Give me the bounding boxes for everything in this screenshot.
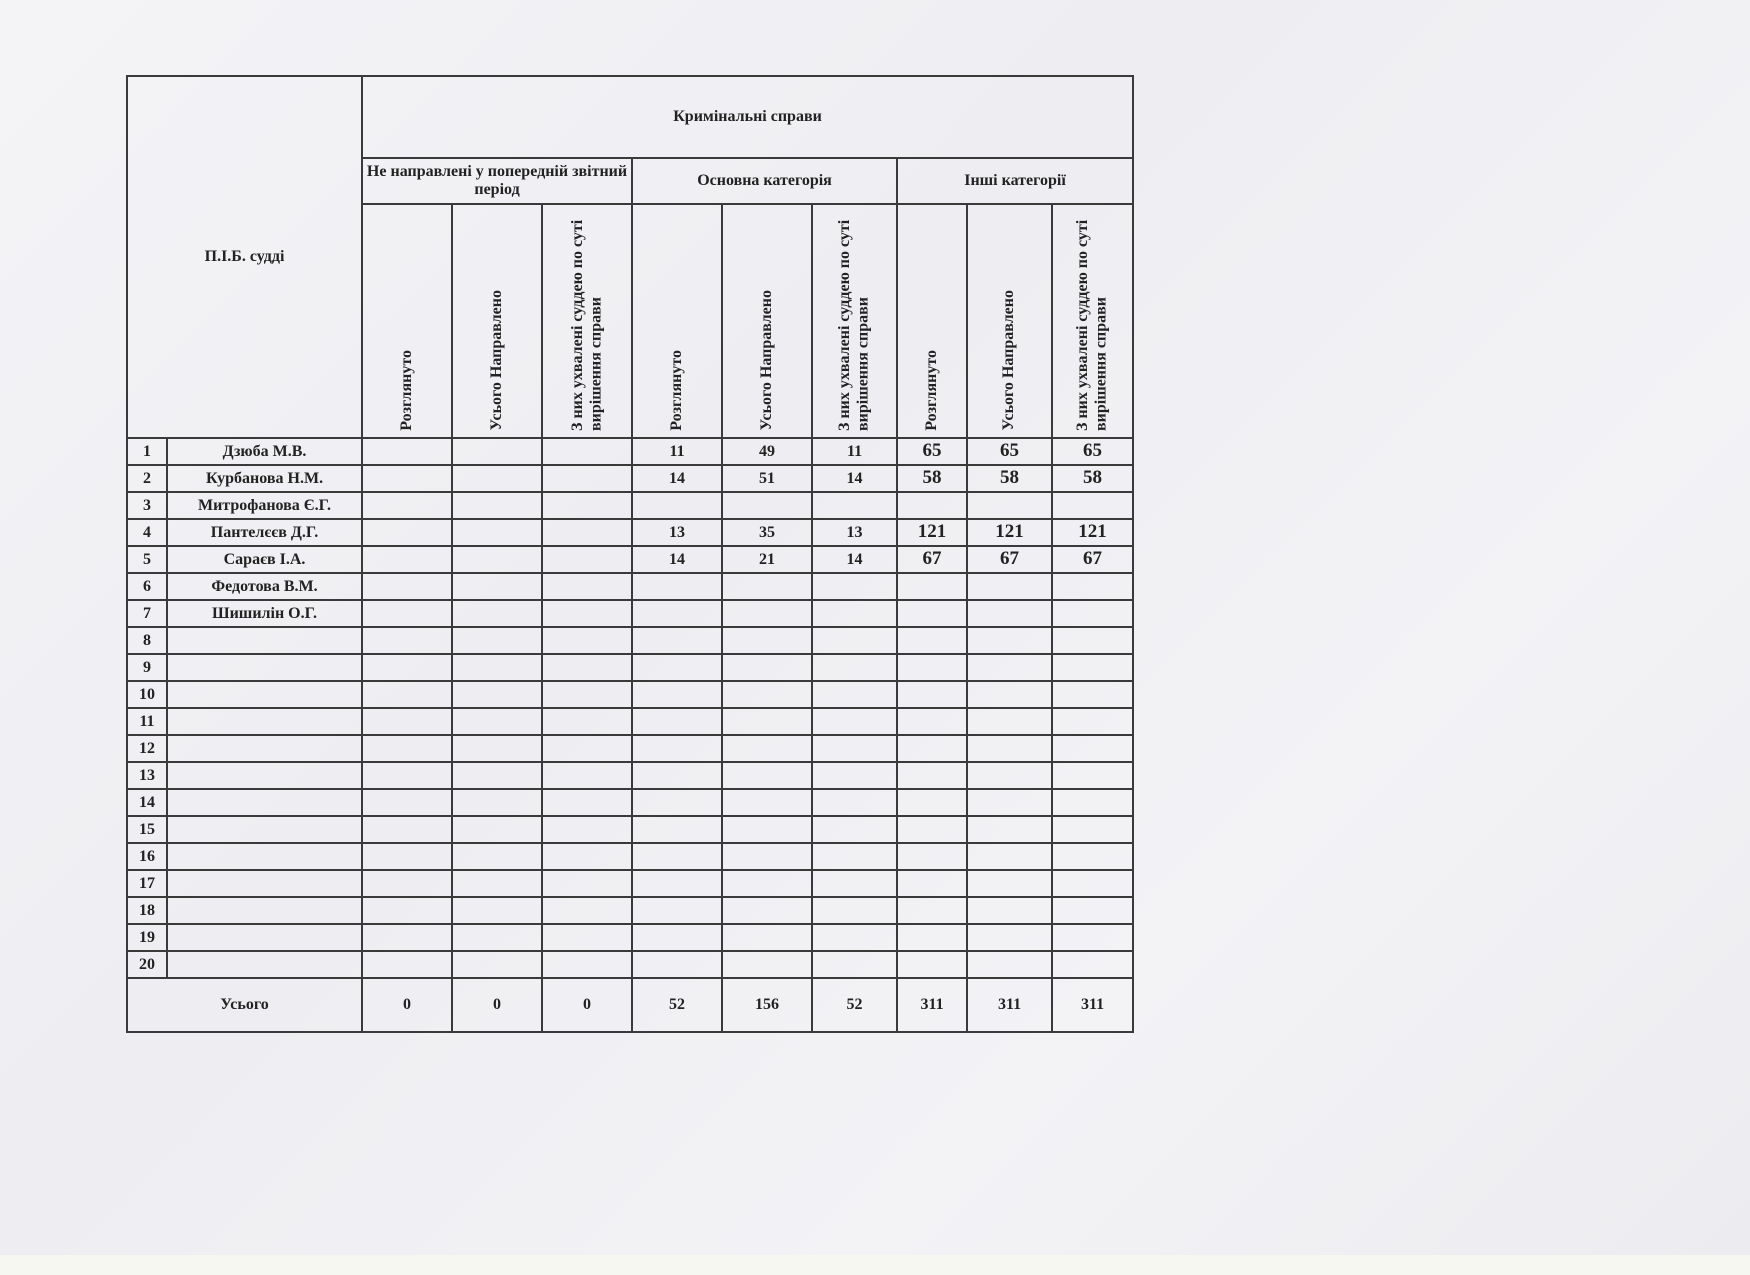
table-cell (542, 924, 632, 951)
table-cell (1052, 924, 1133, 951)
table-cell (1052, 951, 1133, 978)
row-number: 14 (127, 789, 167, 816)
table-cell (812, 870, 897, 897)
table-cell (722, 816, 812, 843)
total-row (127, 978, 1133, 1032)
table-cell (812, 573, 897, 600)
table-cell (722, 924, 812, 951)
table-cell (897, 681, 967, 708)
column-header (967, 204, 1052, 438)
table-cell (967, 735, 1052, 762)
table-cell (362, 897, 452, 924)
table-cell (812, 600, 897, 627)
table-cell (452, 924, 542, 951)
table-cell (897, 735, 967, 762)
page-edge (0, 1255, 1750, 1275)
judge-name-cell: Митрофанова Є.Г. (167, 492, 362, 519)
table-row (127, 600, 1133, 627)
table-row (127, 681, 1133, 708)
table-cell (812, 654, 897, 681)
judge-name-cell: Сараєв І.А. (167, 546, 362, 573)
table-cell: 121 (897, 519, 967, 546)
table-row (127, 465, 1133, 492)
table-cell (362, 735, 452, 762)
table-cell (632, 924, 722, 951)
judge-name-header: П.І.Б. судді (127, 76, 362, 438)
table-cell (812, 627, 897, 654)
table-cell (362, 573, 452, 600)
table-cell (812, 816, 897, 843)
table-row (127, 816, 1133, 843)
table-cell (967, 654, 1052, 681)
table-row (127, 708, 1133, 735)
table-cell (452, 708, 542, 735)
table-cell (722, 735, 812, 762)
table-cell: 58 (967, 465, 1052, 492)
column-header-label: Розглянуто (922, 350, 940, 431)
table-cell (362, 627, 452, 654)
table-cell (452, 897, 542, 924)
table-cell: 65 (1052, 438, 1133, 465)
total-cell: 311 (1052, 978, 1133, 1032)
table-cell (542, 870, 632, 897)
criminal-cases-header: Кримінальні справи (362, 76, 1133, 158)
table-cell (1052, 735, 1133, 762)
total-cell: 52 (632, 978, 722, 1032)
group-header-other-categories: Інші категорії (897, 158, 1133, 204)
column-header (897, 204, 967, 438)
column-header-label: З них ухвалені суддею по суті вирішення справи (1074, 219, 1110, 431)
table-cell (1052, 762, 1133, 789)
judge-name-cell (167, 843, 362, 870)
row-number: 5 (127, 546, 167, 573)
table-cell (632, 843, 722, 870)
table-cell: 49 (722, 438, 812, 465)
table-cell (812, 735, 897, 762)
table-cell (1052, 600, 1133, 627)
table-cell (362, 708, 452, 735)
table-cell (967, 816, 1052, 843)
table-cell (722, 492, 812, 519)
table-cell: 13 (812, 519, 897, 546)
table-cell (812, 897, 897, 924)
column-header-label: З них ухвалені суддею по суті вирішення справи (568, 219, 605, 431)
table-cell (632, 762, 722, 789)
table-cell (897, 627, 967, 654)
group-header-main-category: Основна категорія (632, 158, 897, 204)
table-cell (452, 762, 542, 789)
table-cell: 67 (967, 546, 1052, 573)
table-cell (897, 924, 967, 951)
table-cell (967, 762, 1052, 789)
table-cell (542, 438, 632, 465)
table-cell (1052, 843, 1133, 870)
judge-name-cell (167, 951, 362, 978)
table-cell (542, 816, 632, 843)
table-cell (1052, 708, 1133, 735)
table-cell (362, 843, 452, 870)
row-number: 9 (127, 654, 167, 681)
row-number: 15 (127, 816, 167, 843)
table-cell (452, 681, 542, 708)
table-cell: 14 (632, 546, 722, 573)
table-cell (897, 843, 967, 870)
table-cell (722, 789, 812, 816)
total-cell: 0 (452, 978, 542, 1032)
table-cell (362, 870, 452, 897)
row-number: 13 (127, 762, 167, 789)
judge-name-cell: Дзюба М.В. (167, 438, 362, 465)
table-cell (452, 843, 542, 870)
table-cell (542, 843, 632, 870)
table-cell (1052, 492, 1133, 519)
row-number: 7 (127, 600, 167, 627)
table-cell (967, 897, 1052, 924)
table-cell (722, 681, 812, 708)
row-number: 8 (127, 627, 167, 654)
table-cell (362, 546, 452, 573)
table-cell (722, 573, 812, 600)
table-cell: 65 (967, 438, 1052, 465)
table-cell (452, 627, 542, 654)
judge-name-cell (167, 897, 362, 924)
table-cell (542, 519, 632, 546)
table-cell (812, 762, 897, 789)
table-cell (722, 762, 812, 789)
table-cell (967, 492, 1052, 519)
row-number: 17 (127, 870, 167, 897)
column-header (362, 204, 452, 438)
table-cell (362, 924, 452, 951)
table-cell (452, 951, 542, 978)
table-cell (452, 573, 542, 600)
table-cell (542, 762, 632, 789)
table-cell (1052, 654, 1133, 681)
total-cell: 311 (967, 978, 1052, 1032)
table-cell (967, 951, 1052, 978)
judge-name-cell: Федотова В.М. (167, 573, 362, 600)
table-row (127, 951, 1133, 978)
column-header (812, 204, 897, 438)
table-cell (897, 573, 967, 600)
table-cell (897, 789, 967, 816)
table-cell (452, 816, 542, 843)
judge-name-cell (167, 708, 362, 735)
table-cell (632, 573, 722, 600)
total-cell: 311 (897, 978, 967, 1032)
row-number: 16 (127, 843, 167, 870)
table-cell (897, 897, 967, 924)
column-header-label: З них ухвалені суддею по суті вирішення справи (836, 219, 872, 431)
table-row (127, 519, 1133, 546)
table-cell (632, 627, 722, 654)
table-cell (632, 600, 722, 627)
table-cell: 67 (897, 546, 967, 573)
total-cell: 156 (722, 978, 812, 1032)
table-cell (812, 789, 897, 816)
table-cell (542, 708, 632, 735)
table-row (127, 897, 1133, 924)
table-cell (632, 654, 722, 681)
judge-name-cell (167, 627, 362, 654)
table-cell: 58 (1052, 465, 1133, 492)
table-row (127, 924, 1133, 951)
row-number: 4 (127, 519, 167, 546)
column-header (722, 204, 812, 438)
table-cell (967, 924, 1052, 951)
column-header-label: Розглянуто (667, 350, 685, 431)
table-cell (632, 870, 722, 897)
table-row (127, 573, 1133, 600)
judge-name-cell (167, 924, 362, 951)
table-cell (542, 600, 632, 627)
table-cell (542, 897, 632, 924)
table-cell (542, 627, 632, 654)
table-cell (897, 870, 967, 897)
table-cell (362, 519, 452, 546)
judge-name-cell (167, 681, 362, 708)
column-header (452, 204, 542, 438)
table-cell (542, 735, 632, 762)
total-label: Усього (127, 978, 362, 1032)
column-header-label: Розглянуто (397, 350, 415, 431)
row-number: 19 (127, 924, 167, 951)
table-cell (967, 870, 1052, 897)
row-number: 6 (127, 573, 167, 600)
table-cell: 13 (632, 519, 722, 546)
column-header (542, 204, 632, 438)
table-cell (722, 627, 812, 654)
table-cell (722, 951, 812, 978)
table-cell (362, 816, 452, 843)
table-cell (452, 654, 542, 681)
column-header (632, 204, 722, 438)
table-cell (632, 816, 722, 843)
judge-name-cell (167, 735, 362, 762)
table-cell (1052, 573, 1133, 600)
table-cell: 58 (897, 465, 967, 492)
row-number: 18 (127, 897, 167, 924)
table-cell (452, 600, 542, 627)
table-cell (542, 573, 632, 600)
table-row (127, 627, 1133, 654)
table-cell (362, 465, 452, 492)
column-header-label: Усього Направлено (1000, 290, 1018, 431)
table-cell (1052, 816, 1133, 843)
table-cell (967, 681, 1052, 708)
total-cell: 0 (362, 978, 452, 1032)
table-cell (452, 546, 542, 573)
table-cell (362, 492, 452, 519)
table-cell (1052, 789, 1133, 816)
table-cell: 65 (897, 438, 967, 465)
total-cell: 0 (542, 978, 632, 1032)
table-cell (362, 951, 452, 978)
table-cell (897, 600, 967, 627)
table-cell (897, 708, 967, 735)
column-header-label: Усього Направлено (757, 290, 775, 431)
judge-name-cell (167, 816, 362, 843)
table-cell (362, 438, 452, 465)
table-cell (967, 627, 1052, 654)
table-cell (542, 546, 632, 573)
table-cell (897, 762, 967, 789)
row-number: 2 (127, 465, 167, 492)
table-cell (722, 600, 812, 627)
column-header-label: Усього Направлено (487, 290, 505, 431)
table-cell (452, 438, 542, 465)
table-cell: 11 (632, 438, 722, 465)
group-header-previous-period: Не направлені у попередній звітний період (362, 158, 632, 204)
table-cell (362, 762, 452, 789)
judge-name-cell (167, 789, 362, 816)
table-cell (897, 492, 967, 519)
judge-name-cell: Шишилін О.Г. (167, 600, 362, 627)
table-cell (812, 951, 897, 978)
table-cell (1052, 870, 1133, 897)
table-cell: 14 (632, 465, 722, 492)
table-cell (967, 789, 1052, 816)
table-cell (362, 654, 452, 681)
table-row (127, 546, 1133, 573)
table-cell (722, 897, 812, 924)
row-number: 1 (127, 438, 167, 465)
table-row (127, 654, 1133, 681)
judge-name-cell: Пантелєєв Д.Г. (167, 519, 362, 546)
table-cell (812, 924, 897, 951)
table-cell (542, 681, 632, 708)
table-cell: 121 (967, 519, 1052, 546)
row-number: 3 (127, 492, 167, 519)
table-cell (542, 654, 632, 681)
table-cell: 51 (722, 465, 812, 492)
judge-name-cell (167, 654, 362, 681)
judge-name-cell (167, 870, 362, 897)
table-cell (812, 708, 897, 735)
table-cell (452, 492, 542, 519)
table-cell (632, 708, 722, 735)
table-cell (542, 951, 632, 978)
table-cell (632, 789, 722, 816)
table-cell (362, 681, 452, 708)
table-cell (722, 870, 812, 897)
table-cell: 35 (722, 519, 812, 546)
table-row (127, 870, 1133, 897)
table-cell (897, 816, 967, 843)
row-number: 20 (127, 951, 167, 978)
table-cell (812, 492, 897, 519)
table-row (127, 438, 1133, 465)
table-cell: 21 (722, 546, 812, 573)
table-row (127, 492, 1133, 519)
table-cell (362, 789, 452, 816)
table-cell: 14 (812, 465, 897, 492)
table-cell (452, 789, 542, 816)
table-cell (452, 519, 542, 546)
judge-name-cell (167, 762, 362, 789)
table-cell: 14 (812, 546, 897, 573)
row-number: 12 (127, 735, 167, 762)
table-cell (812, 681, 897, 708)
table-cell (632, 681, 722, 708)
table-cell (967, 708, 1052, 735)
table-cell (967, 843, 1052, 870)
table-cell (632, 951, 722, 978)
table-cell (1052, 897, 1133, 924)
table-row (127, 735, 1133, 762)
table-row (127, 789, 1133, 816)
table-cell (632, 735, 722, 762)
table-cell (452, 735, 542, 762)
row-number: 10 (127, 681, 167, 708)
criminal-cases-table (126, 75, 1134, 1033)
table-row (127, 762, 1133, 789)
table-cell (722, 708, 812, 735)
table-cell (1052, 681, 1133, 708)
table-cell: 67 (1052, 546, 1133, 573)
table-cell (722, 654, 812, 681)
table-cell (362, 600, 452, 627)
table-cell: 11 (812, 438, 897, 465)
judge-name-cell: Курбанова Н.М. (167, 465, 362, 492)
table-cell (722, 843, 812, 870)
column-header (1052, 204, 1133, 438)
total-cell: 52 (812, 978, 897, 1032)
table-cell (1052, 627, 1133, 654)
table-cell (967, 573, 1052, 600)
row-number: 11 (127, 708, 167, 735)
table-cell (897, 951, 967, 978)
table-cell (812, 843, 897, 870)
table-cell (542, 789, 632, 816)
table-cell (452, 465, 542, 492)
table-cell (542, 492, 632, 519)
table-cell (967, 600, 1052, 627)
table-cell (542, 465, 632, 492)
table-cell (897, 654, 967, 681)
table-cell: 121 (1052, 519, 1133, 546)
table-cell (452, 870, 542, 897)
table-cell (632, 492, 722, 519)
table-row (127, 843, 1133, 870)
table-cell (632, 897, 722, 924)
